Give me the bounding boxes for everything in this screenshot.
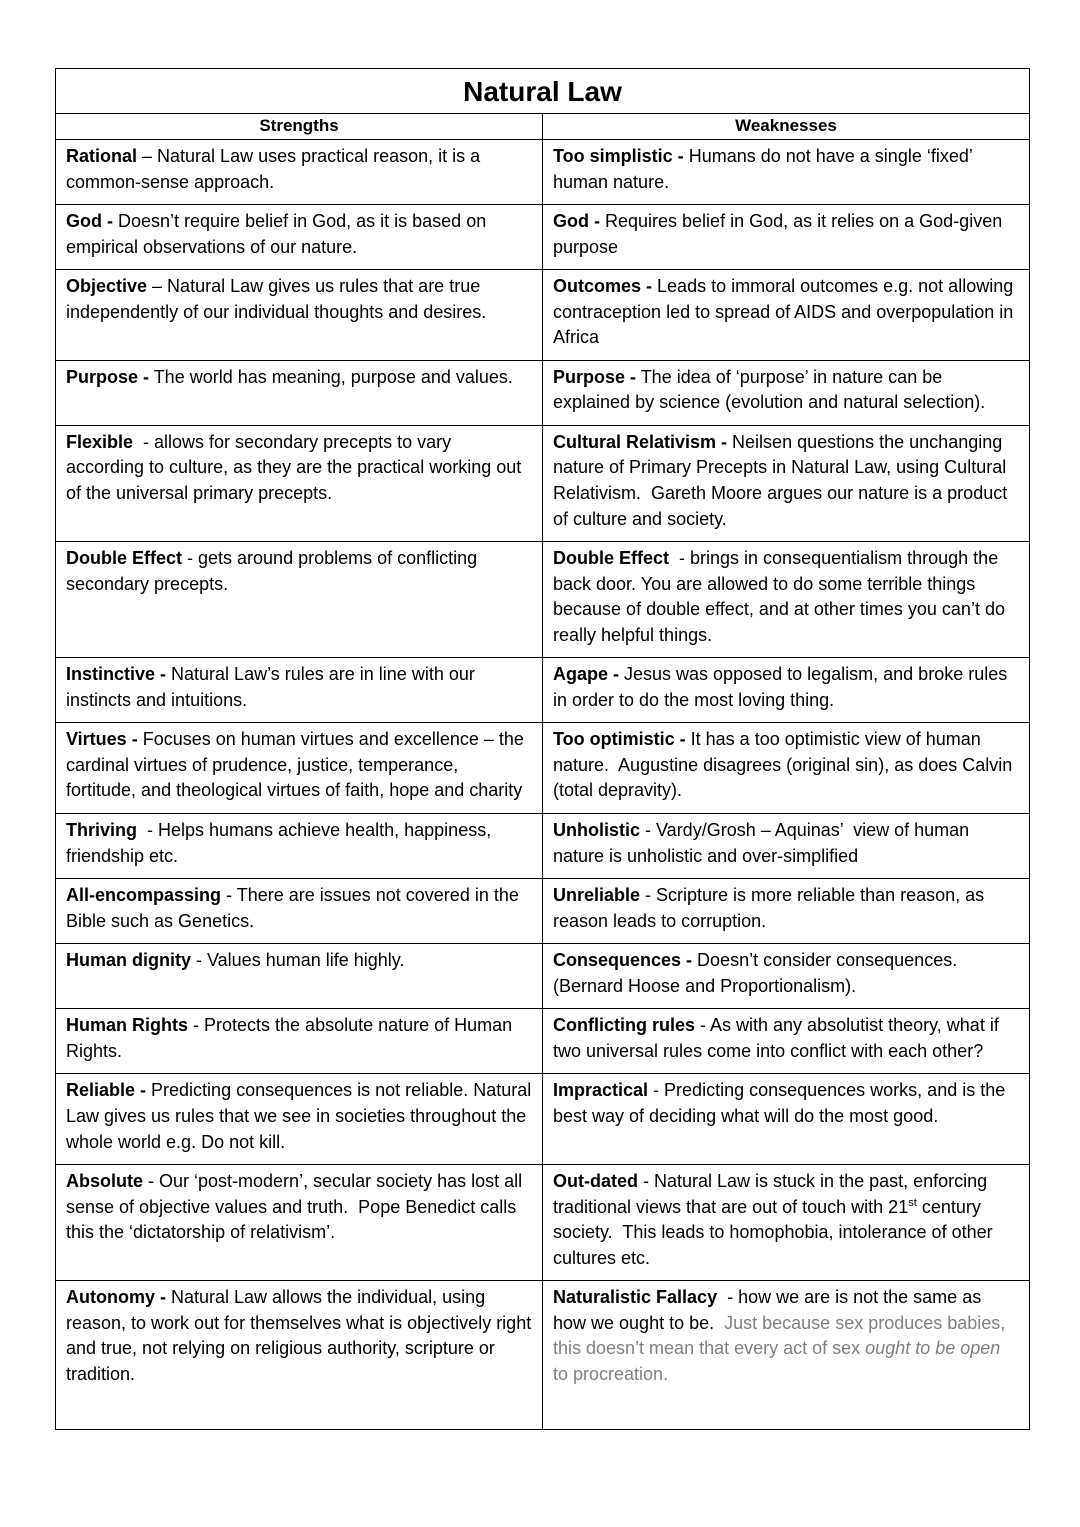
weakness-cell [543, 360, 1030, 425]
term-text: Conflicting rules [553, 1015, 696, 1036]
strength-cell [56, 879, 543, 944]
body-text: Predicting consequences is not reliable. Natural Law gives us rules that we see in societies throughout the whole world e.g. Do not kill. [66, 1080, 537, 1152]
body-text: - Predicting consequences works, and is the best way of deciding what will do the most good. [553, 1080, 1011, 1126]
term-text: Virtues - [66, 729, 138, 750]
term-text: Human dignity [66, 950, 191, 971]
body-text: – Natural Law gives us rules that are true independently of our individual thoughts and desires. [66, 276, 487, 322]
term-text: Too optimistic - [553, 729, 686, 750]
term-text: Agape - [553, 664, 620, 685]
body-text: - brings in consequentialism through the back door. You are allowed to do some terrible things because of double effect, and at other times you can’t do really helpful things. [553, 548, 1010, 645]
body-text: - Values human life highly. [191, 950, 405, 971]
table-body [56, 140, 1030, 1430]
table-row [56, 1009, 1030, 1074]
term-text: Thriving [66, 820, 137, 841]
term-text: Out-dated [553, 1171, 638, 1192]
strength-cell [56, 1165, 543, 1281]
body-text: Just because sex produces babies, this doesn’t mean that every act of sex [553, 1312, 1011, 1359]
body-text: to procreation. [553, 1338, 1006, 1384]
body-text: - Helps humans achieve health, happiness, friendship etc. [66, 820, 497, 866]
body-text: - Natural Law is stuck in the past, enforcing traditional views that are out of touch with 21 [553, 1171, 993, 1217]
table-row [56, 879, 1030, 944]
strength-cell [56, 1281, 543, 1430]
term-text: All-encompassing [66, 885, 222, 906]
weakness-cell [543, 944, 1030, 1009]
table-row [56, 658, 1030, 723]
body-text: - As with any absolutist theory, what if two universal rules come into conflict with each other? [553, 1015, 1004, 1061]
body-text: Neilsen questions the unchanging nature of Primary Precepts in Natural Law, using Cultural Relativism. Gareth Moore argues our nature is a product of culture and society. [553, 431, 1013, 529]
body-text: - There are issues not covered in the Bible such as Genetics. [66, 885, 524, 931]
weakness-cell [543, 879, 1030, 944]
body-text: The idea of ‘purpose’ in nature can be explained by science (evolution and natural selection). [553, 366, 986, 413]
title-row [56, 69, 1030, 114]
body-text: - Protects the absolute nature of Human Rights. [66, 1015, 518, 1061]
body-text: - Scripture is more reliable than reason, as reason leads to corruption. [553, 885, 990, 931]
term-text: Unholistic [553, 820, 641, 841]
strength-cell [56, 723, 543, 814]
term-text: Rational [66, 146, 138, 166]
table-row [56, 205, 1030, 270]
table-row [56, 270, 1030, 361]
table-row [56, 1165, 1030, 1281]
body-text: ought to be open [865, 1338, 1001, 1359]
table-row [56, 542, 1030, 658]
column-header-row [56, 114, 1030, 140]
page-title: Natural Law [56, 69, 1030, 114]
term-text: Too simplistic - [553, 146, 684, 166]
weakness-cell [543, 658, 1030, 723]
strength-cell [56, 944, 543, 1009]
term-text: Autonomy - [66, 1287, 166, 1308]
natural-law-table [55, 68, 1030, 1430]
body-text: - allows for secondary precepts to vary according to culture, as they are the practical working out of the universal primary precepts. [66, 431, 527, 504]
table-row [56, 425, 1030, 541]
strength-cell [56, 425, 543, 541]
strength-cell [56, 270, 543, 361]
term-text: Double Effect [66, 548, 183, 569]
term-text: Absolute [66, 1171, 144, 1192]
body-text: st [908, 1196, 917, 1209]
table-row [56, 1281, 1030, 1430]
strength-cell [56, 360, 543, 425]
weakness-cell [543, 1009, 1030, 1074]
strength-cell [56, 205, 543, 270]
weakness-cell [543, 140, 1030, 205]
body-text: It has a too optimistic view of human nature. Augustine disagrees (original sin), as does Calvin (total depravity). [553, 729, 1018, 801]
table-row [56, 140, 1030, 205]
strength-cell [56, 814, 543, 879]
table-row [56, 723, 1030, 814]
body-text: Doesn’t require belief in God, as it is based on empirical observations of our nature. [66, 211, 492, 257]
body-text: Focuses on human virtues and excellence – the cardinal virtues of prudence, justice, temperance, fortitude, and theological virtues of faith, hope and charity [66, 729, 529, 801]
term-text: Flexible [66, 431, 134, 452]
weakness-cell [543, 1281, 1030, 1430]
strength-cell [56, 1009, 543, 1074]
body-text: Humans do not have a single ‘fixed’ human nature. [553, 146, 978, 192]
term-text: Consequences - [553, 950, 693, 971]
weakness-cell [543, 425, 1030, 541]
term-text: Cultural Relativism - [553, 431, 728, 452]
strength-cell [56, 542, 543, 658]
strength-cell [56, 658, 543, 723]
weakness-cell [543, 814, 1030, 879]
term-text: Purpose - [66, 366, 150, 387]
body-text: Leads to immoral outcomes e.g. not allowing contraception led to spread of AIDS and overpopulation in Africa [553, 276, 1024, 348]
term-text: Objective [66, 276, 148, 297]
column-header-strengths: Strengths [56, 114, 543, 140]
weakness-cell [543, 723, 1030, 814]
body-text: Doesn’t consider consequences. (Bernard Hoose and Proportionalism). [553, 950, 963, 996]
weakness-cell [543, 205, 1030, 270]
strength-cell [56, 140, 543, 205]
term-text: God - [66, 211, 113, 232]
body-text: Requires belief in God, as it relies on a God-given purpose [553, 211, 1008, 257]
body-text: Jesus was opposed to legalism, and broke rules in order to do the most loving thing. [553, 664, 1013, 710]
body-text: - Our ‘post-modern’, secular society has lost all sense of objective values and truth. Pope Benedict calls this the ‘dictatorship of relativism’. [66, 1171, 528, 1243]
term-text: Double Effect [553, 548, 670, 569]
table-row [56, 944, 1030, 1009]
weakness-cell [543, 1074, 1030, 1165]
table-row [56, 1074, 1030, 1165]
weakness-cell [543, 542, 1030, 658]
strength-cell [56, 1074, 543, 1165]
body-text: - how we are is not the same as how we ought to be. [553, 1287, 987, 1333]
body-text: – Natural Law uses practical reason, it is a common-sense approach. [66, 146, 486, 192]
term-text: Naturalistic Fallacy [553, 1287, 718, 1308]
body-text: - Vardy/Grosh – Aquinas’ view of human nature is unholistic and over-simplified [553, 820, 975, 866]
table-row [56, 360, 1030, 425]
term-text: Impractical [553, 1080, 649, 1101]
term-text: Human Rights [66, 1015, 189, 1036]
weakness-cell [543, 1165, 1030, 1281]
body-text: The world has meaning, purpose and values. [149, 366, 513, 387]
weakness-cell [543, 270, 1030, 361]
table-row [56, 814, 1030, 879]
body-text: - gets around problems of conflicting secondary precepts. [66, 548, 483, 594]
body-text: Natural Law’s rules are in line with our instincts and intuitions. [66, 664, 480, 710]
term-text: Purpose - [553, 366, 637, 387]
body-text: Natural Law allows the individual, using reason, to work out for themselves what is objectively right and true, not relying on religious authority, scripture or tradition. [66, 1287, 537, 1384]
body-text: century society. This leads to homophobia, intolerance of other cultures etc. [553, 1196, 998, 1268]
term-text: God - [553, 211, 600, 232]
column-header-weaknesses: Weaknesses [543, 114, 1030, 140]
term-text: Outcomes - [553, 276, 653, 297]
term-text: Reliable - [66, 1080, 147, 1101]
term-text: Unreliable [553, 885, 641, 906]
term-text: Instinctive - [66, 664, 167, 685]
